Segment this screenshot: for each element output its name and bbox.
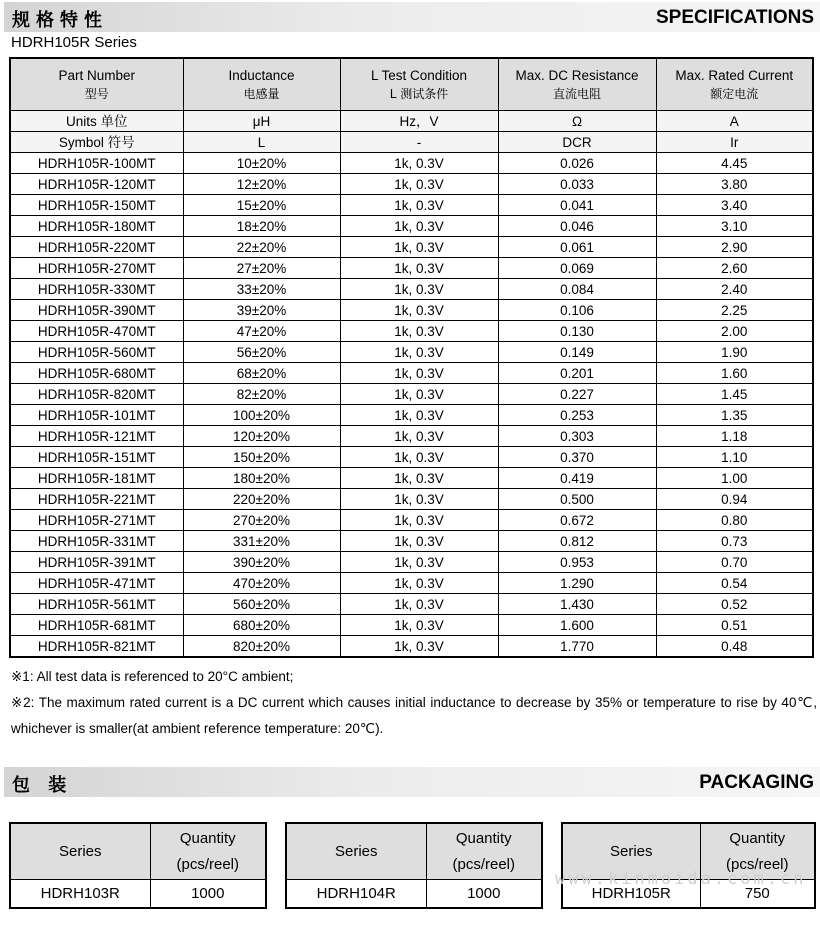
cell-dc-resistance: 0.033 (498, 174, 656, 195)
units-resistance: Ω (498, 111, 656, 132)
cell-part-number: HDRH105R-681MT (10, 615, 183, 636)
pack2-series: HDRH104R (286, 880, 426, 909)
table-row (10, 384, 813, 405)
cell-part-number: HDRH105R-151MT (10, 447, 183, 468)
pack1-quantity: 1000 (150, 880, 266, 909)
pack2-header-quantity: Quantity (pcs/reel) (426, 823, 542, 880)
cell-test-condition: 1k, 0.3V (340, 237, 498, 258)
symbol-label: Symbol 符号 (10, 132, 183, 153)
pack1-header-quantity: Quantity (pcs/reel) (150, 823, 266, 880)
cell-part-number: HDRH105R-180MT (10, 216, 183, 237)
table-row (10, 342, 813, 363)
cell-part-number: HDRH105R-120MT (10, 174, 183, 195)
cell-part-number: HDRH105R-680MT (10, 363, 183, 384)
table-row (10, 174, 813, 195)
cell-rated-current: 2.90 (656, 237, 813, 258)
cell-test-condition: 1k, 0.3V (340, 342, 498, 363)
cell-dc-resistance: 0.419 (498, 468, 656, 489)
cell-dc-resistance: 0.149 (498, 342, 656, 363)
table-row (10, 321, 813, 342)
note-1: ※1: All test data is referenced to 20°C ambient; (11, 669, 294, 684)
cell-rated-current: 0.70 (656, 552, 813, 573)
cell-inductance: 47±20% (183, 321, 340, 342)
pack1-series: HDRH103R (10, 880, 150, 909)
cell-rated-current: 1.18 (656, 426, 813, 447)
table-row (10, 300, 813, 321)
packaging-title-en: PACKAGING (699, 772, 814, 793)
cell-rated-current: 2.60 (656, 258, 813, 279)
cell-dc-resistance: 0.201 (498, 363, 656, 384)
cell-test-condition: 1k, 0.3V (340, 573, 498, 594)
pack3-header-quantity: Quantity (pcs/reel) (700, 823, 815, 880)
cell-rated-current: 0.80 (656, 510, 813, 531)
cell-dc-resistance: 0.672 (498, 510, 656, 531)
cell-rated-current: 1.00 (656, 468, 813, 489)
packaging-table-2 (285, 822, 543, 909)
units-test-condition: Hz，V (340, 111, 498, 132)
cell-part-number: HDRH105R-150MT (10, 195, 183, 216)
cell-dc-resistance: 0.069 (498, 258, 656, 279)
table-row (10, 258, 813, 279)
table-row (10, 153, 813, 174)
cell-rated-current: 1.45 (656, 384, 813, 405)
table-row (10, 216, 813, 237)
table-row (10, 531, 813, 552)
pack3-quantity: 750 (700, 880, 815, 909)
pack3-header-series: Series (562, 823, 700, 880)
packaging-title-cn: 包 装 (12, 775, 73, 796)
pack2-quantity: 1000 (426, 880, 542, 909)
cell-inductance: 33±20% (183, 279, 340, 300)
specifications-header-bar (4, 2, 820, 32)
cell-test-condition: 1k, 0.3V (340, 426, 498, 447)
table-row (10, 615, 813, 636)
cell-part-number: HDRH105R-121MT (10, 426, 183, 447)
cell-test-condition: 1k, 0.3V (340, 594, 498, 615)
cell-part-number: HDRH105R-390MT (10, 300, 183, 321)
cell-dc-resistance: 0.303 (498, 426, 656, 447)
cell-test-condition: 1k, 0.3V (340, 153, 498, 174)
cell-test-condition: 1k, 0.3V (340, 552, 498, 573)
symbol-resistance: DCR (498, 132, 656, 153)
cell-test-condition: 1k, 0.3V (340, 174, 498, 195)
cell-rated-current: 0.94 (656, 489, 813, 510)
table-row (10, 405, 813, 426)
cell-test-condition: 1k, 0.3V (340, 363, 498, 384)
table-row (10, 426, 813, 447)
cell-dc-resistance: 0.026 (498, 153, 656, 174)
cell-dc-resistance: 0.953 (498, 552, 656, 573)
cell-dc-resistance: 0.041 (498, 195, 656, 216)
cell-inductance: 56±20% (183, 342, 340, 363)
cell-inductance: 331±20% (183, 531, 340, 552)
header-test-condition: L Test Condition L 测试条件 (340, 58, 498, 111)
table-row (10, 363, 813, 384)
cell-rated-current: 1.10 (656, 447, 813, 468)
cell-part-number: HDRH105R-560MT (10, 342, 183, 363)
cell-part-number: HDRH105R-331MT (10, 531, 183, 552)
cell-rated-current: 3.10 (656, 216, 813, 237)
cell-dc-resistance: 0.812 (498, 531, 656, 552)
watermark: www.kinmoida.com.cn (555, 869, 807, 889)
table-row (10, 279, 813, 300)
table-row (10, 573, 813, 594)
symbol-inductance: L (183, 132, 340, 153)
symbol-current: Ir (656, 132, 813, 153)
cell-test-condition: 1k, 0.3V (340, 384, 498, 405)
cell-rated-current: 2.25 (656, 300, 813, 321)
packaging-table-1 (9, 822, 267, 909)
header-part-number: Part Number 型号 (10, 58, 183, 111)
cell-inductance: 10±20% (183, 153, 340, 174)
cell-rated-current: 0.52 (656, 594, 813, 615)
cell-rated-current: 1.90 (656, 342, 813, 363)
pack1-header-series: Series (10, 823, 150, 880)
cell-part-number: HDRH105R-561MT (10, 594, 183, 615)
note-2: ※2: The maximum rated current is a DC current which causes initial inductance to decrease by 35% or temperature to rise by 40℃, whichever is smaller(at ambient reference temperature: 20℃). (11, 695, 817, 736)
cell-inductance: 82±20% (183, 384, 340, 405)
table-header-row (10, 58, 813, 111)
cell-test-condition: 1k, 0.3V (340, 468, 498, 489)
series-title: HDRH105R Series (11, 34, 137, 51)
cell-dc-resistance: 0.106 (498, 300, 656, 321)
cell-part-number: HDRH105R-221MT (10, 489, 183, 510)
units-inductance: μH (183, 111, 340, 132)
cell-inductance: 68±20% (183, 363, 340, 384)
cell-rated-current: 1.35 (656, 405, 813, 426)
cell-rated-current: 3.40 (656, 195, 813, 216)
packaging-table-3 (561, 822, 816, 909)
table-row (10, 489, 813, 510)
symbol-test-condition: - (340, 132, 498, 153)
cell-dc-resistance: 0.130 (498, 321, 656, 342)
header-inductance: Inductance 电感量 (183, 58, 340, 111)
pack2-header-series: Series (286, 823, 426, 880)
table-row (10, 468, 813, 489)
cell-inductance: 100±20% (183, 405, 340, 426)
cell-inductance: 39±20% (183, 300, 340, 321)
cell-inductance: 12±20% (183, 174, 340, 195)
cell-rated-current: 1.60 (656, 363, 813, 384)
table-row (10, 636, 813, 658)
cell-rated-current: 4.45 (656, 153, 813, 174)
table-row (10, 237, 813, 258)
cell-part-number: HDRH105R-101MT (10, 405, 183, 426)
specifications-title-en: SPECIFICATIONS (656, 7, 814, 28)
cell-part-number: HDRH105R-181MT (10, 468, 183, 489)
cell-test-condition: 1k, 0.3V (340, 405, 498, 426)
cell-part-number: HDRH105R-391MT (10, 552, 183, 573)
packaging-header-bar (4, 767, 820, 797)
cell-dc-resistance: 1.430 (498, 594, 656, 615)
units-current: A (656, 111, 813, 132)
cell-dc-resistance: 0.046 (498, 216, 656, 237)
cell-rated-current: 0.54 (656, 573, 813, 594)
table-row (10, 552, 813, 573)
cell-test-condition: 1k, 0.3V (340, 216, 498, 237)
cell-test-condition: 1k, 0.3V (340, 531, 498, 552)
cell-dc-resistance: 0.227 (498, 384, 656, 405)
cell-part-number: HDRH105R-470MT (10, 321, 183, 342)
cell-part-number: HDRH105R-271MT (10, 510, 183, 531)
units-row (10, 111, 813, 132)
cell-rated-current: 2.40 (656, 279, 813, 300)
cell-rated-current: 0.73 (656, 531, 813, 552)
cell-dc-resistance: 1.770 (498, 636, 656, 658)
symbol-row (10, 132, 813, 153)
cell-test-condition: 1k, 0.3V (340, 489, 498, 510)
cell-test-condition: 1k, 0.3V (340, 636, 498, 658)
cell-part-number: HDRH105R-820MT (10, 384, 183, 405)
table-row (10, 594, 813, 615)
cell-rated-current: 2.00 (656, 321, 813, 342)
cell-dc-resistance: 0.500 (498, 489, 656, 510)
cell-part-number: HDRH105R-270MT (10, 258, 183, 279)
specifications-title-cn: 规格特性 (12, 10, 108, 31)
cell-inductance: 120±20% (183, 426, 340, 447)
cell-dc-resistance: 0.253 (498, 405, 656, 426)
header-rated-current: Max. Rated Current 额定电流 (656, 58, 813, 111)
cell-part-number: HDRH105R-220MT (10, 237, 183, 258)
cell-dc-resistance: 0.084 (498, 279, 656, 300)
cell-inductance: 220±20% (183, 489, 340, 510)
cell-test-condition: 1k, 0.3V (340, 258, 498, 279)
cell-dc-resistance: 0.061 (498, 237, 656, 258)
cell-inductance: 470±20% (183, 573, 340, 594)
cell-inductance: 560±20% (183, 594, 340, 615)
cell-inductance: 22±20% (183, 237, 340, 258)
cell-dc-resistance: 0.370 (498, 447, 656, 468)
cell-inductance: 820±20% (183, 636, 340, 658)
cell-test-condition: 1k, 0.3V (340, 321, 498, 342)
cell-rated-current: 0.51 (656, 615, 813, 636)
table-row (10, 195, 813, 216)
cell-dc-resistance: 1.290 (498, 573, 656, 594)
cell-inductance: 680±20% (183, 615, 340, 636)
cell-rated-current: 0.48 (656, 636, 813, 658)
cell-inductance: 270±20% (183, 510, 340, 531)
specifications-table (9, 57, 814, 658)
cell-inductance: 27±20% (183, 258, 340, 279)
cell-dc-resistance: 1.600 (498, 615, 656, 636)
pack3-series: HDRH105R (562, 880, 700, 909)
cell-test-condition: 1k, 0.3V (340, 615, 498, 636)
header-dc-resistance: Max. DC Resistance 直流电阻 (498, 58, 656, 111)
cell-test-condition: 1k, 0.3V (340, 447, 498, 468)
cell-test-condition: 1k, 0.3V (340, 195, 498, 216)
cell-part-number: HDRH105R-100MT (10, 153, 183, 174)
cell-inductance: 150±20% (183, 447, 340, 468)
cell-test-condition: 1k, 0.3V (340, 510, 498, 531)
cell-test-condition: 1k, 0.3V (340, 300, 498, 321)
table-row (10, 510, 813, 531)
cell-inductance: 180±20% (183, 468, 340, 489)
cell-part-number: HDRH105R-821MT (10, 636, 183, 658)
cell-inductance: 18±20% (183, 216, 340, 237)
cell-part-number: HDRH105R-471MT (10, 573, 183, 594)
cell-inductance: 15±20% (183, 195, 340, 216)
units-label: Units 单位 (10, 111, 183, 132)
cell-part-number: HDRH105R-330MT (10, 279, 183, 300)
table-row (10, 447, 813, 468)
cell-test-condition: 1k, 0.3V (340, 279, 498, 300)
cell-inductance: 390±20% (183, 552, 340, 573)
cell-rated-current: 3.80 (656, 174, 813, 195)
